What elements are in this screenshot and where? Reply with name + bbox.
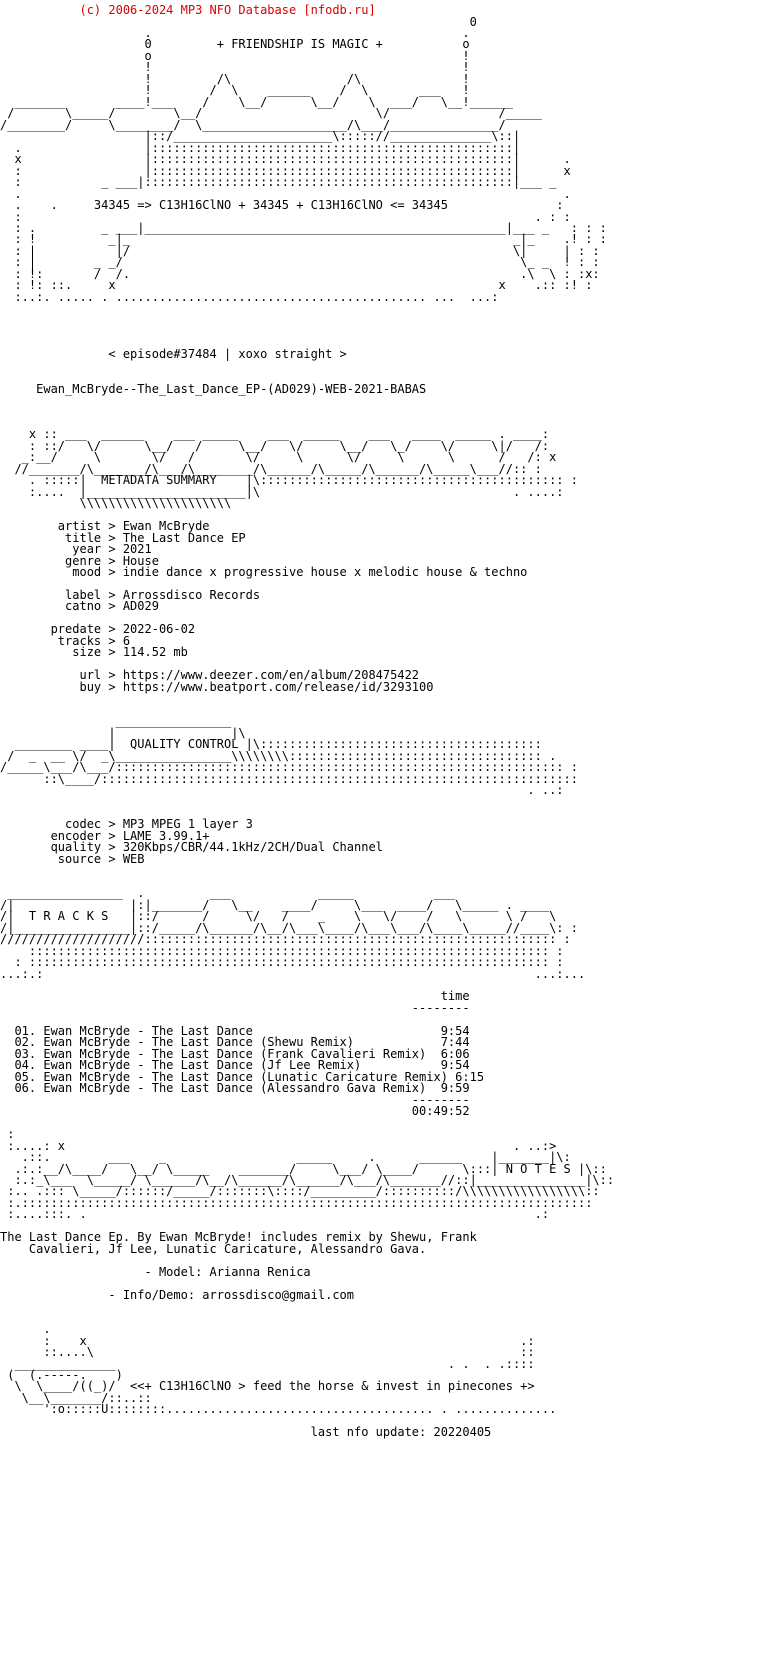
quality-banner-line: ________________ (0, 714, 232, 729)
ascii-logo-line: : |::::::::::::::::::::::::::::::::::::::::::::::::::| x (0, 163, 571, 178)
tracks-banner-line: /|________________|::/_____/\______/\__/\___\____/\___\___/\____\_____//____\: : (0, 920, 578, 935)
quality-codec: codec > MP3 MPEG 1 layer 3 (0, 817, 253, 832)
notes-banner-line: :....:::. . .: (0, 1207, 550, 1222)
metadata-banner-line: _:__/ \ \/ / \/ \ \/ \ \ / /: x (0, 450, 557, 465)
quality-banner-line: . ..: (0, 783, 564, 797)
metadata-size: size > 114.52 mb (0, 645, 188, 660)
ascii-logo-line: ! /\ /\ ! (0, 71, 470, 86)
footer-art-line: ( (.-----. ) (0, 1367, 123, 1382)
ascii-logo-line: o ! (0, 48, 470, 63)
quality-quality: quality > 320Kbps/CBR/44.1kHz/2CH/Dual Channel (0, 840, 383, 855)
notes-text: The Last Dance Ep. By Ewan McBryde! includes remix by Shewu, Frank (0, 1230, 477, 1245)
ascii-logo-line: / \_____/ \__/ \/ /_____ (0, 106, 542, 121)
tracks-banner-line: ////////////////////::::::::::::::::::::::::::::::::::::::::::::::::::::::::: : (0, 932, 571, 947)
tracklist-rule: -------- (0, 1092, 470, 1107)
release-name: Ewan_McBryde--The_Last_Dance_EP-(AD029)-WEB-2021-BABAS (0, 381, 427, 396)
ascii-logo-line: : !: / /. .\ \ : :x: (0, 266, 600, 281)
ascii-logo-line: :..:. ..... . ........................................... ... ...: (0, 289, 499, 304)
footer-art-line: ::....\ :: (0, 1345, 535, 1359)
tracks-banner-line: ...:.: ...:... (0, 966, 586, 981)
metadata-banner-line: : ::/ \/ \__/ / \__/ \/ \__/ \_/ \/ \|/ /: (0, 438, 550, 453)
ascii-logo-line: : ! _|_ _|_ .! : : (0, 232, 607, 247)
ascii-logo-line: : . : : (0, 209, 571, 224)
ascii-logo-line: 0 (0, 14, 477, 29)
ascii-logo-line: ! / \ ______ / \ ___ ! (0, 83, 470, 98)
tracks-banner-line: ________________ . ___ _____ ___ (0, 886, 456, 901)
notes-banner-line: :....: x . ..:> (0, 1138, 557, 1153)
notes-banner-line: :.:_\___ \_____/ \______/\__/\______/\______/\___/\_______//::|_______________|\:: (0, 1172, 615, 1187)
quality-banner-line: ::\____/:::::::::::::::::::::::::::::::::::::::::::::::::::::::::::::::::: (0, 771, 578, 786)
ascii-logo-line: . . (0, 25, 470, 40)
metadata-mood: mood > indie dance x progressive house x melodic house & techno (0, 565, 528, 579)
metadata-title: title > The Last Dance EP (0, 530, 246, 545)
last-update: last nfo update: 20220405 (0, 1425, 492, 1440)
ascii-logo-line: : | |/ \| | : : (0, 243, 600, 258)
quality-encoder: encoder > LAME 3.99.1+ (0, 828, 210, 843)
metadata-label: label > Arrossdisco Records (0, 588, 261, 602)
ascii-logo-line: : !: ::. x x .:: :! : (0, 278, 593, 293)
ascii-logo-line: x |::::::::::::::::::::::::::::::::::::::::::::::::::| . (0, 152, 571, 167)
tracks-banner-line: : :::::::::::::::::::::::::::::::::::::::::::::::::::::::::::::::::::::::: : (0, 955, 564, 969)
tracks-banner-line: :::::::::::::::::::::::::::::::::::::::::::::::::::::::::::::::::::::::: : (0, 943, 564, 958)
time-column-header: time (0, 989, 470, 1004)
ascii-logo-line: . |::::::::::::::::::::::::::::::::::::::::::::::::::| (0, 140, 521, 155)
ascii-logo-line: . . 34345 => C13H16ClNO + 34345 + C13H16ClNO <= 34345 : (0, 198, 564, 212)
notes-banner-line: :.::::::::::::::::::::::::::::::::::::::::::::::::::::::::::::::::::::::::::::::: (0, 1195, 593, 1210)
metadata-banner-line: . :::::| METADATA SUMMARY |\:::::::::::::::::::::::::::::::::::::::::: : (0, 473, 578, 488)
track-row: 01. Ewan McBryde - The Last Dance 9:54 (0, 1023, 470, 1038)
footer-art-line: : x .: (0, 1333, 535, 1348)
episode-credit: < episode#37484 | xoxo straight > (0, 347, 347, 362)
footer-art-line: ______________ . . . .:::: (0, 1356, 535, 1371)
track-row: 02. Ewan McBryde - The Last Dance (Shewu Remix) 7:44 (0, 1035, 470, 1050)
footer-art-line: \__\_______/::..:: (0, 1390, 152, 1405)
track-row: 03. Ewan McBryde - The Last Dance (Frank Cavalieri Remix) 6:06 (0, 1046, 470, 1061)
metadata-buy: buy > https://www.beatport.com/release/id/3293100 (0, 679, 434, 694)
notes-banner-line: :.. .::: \_____/::::::/_____/:::::::\::::/_________/::::::::::/\\\\\\\\\\\\\\\\\:: (0, 1184, 600, 1199)
metadata-predate: predate > 2022-06-02 (0, 622, 196, 637)
quality-source: source > WEB (0, 851, 145, 866)
quality-banner-line: | |\ (0, 725, 246, 740)
tracks-banner-line: /| T R A C K S |::/ / \/ / _ \ \/ / \ \ / \ (0, 909, 557, 924)
metadata-year: year > 2021 (0, 542, 152, 557)
metadata-catno: catno > AD029 (0, 599, 159, 614)
quality-banner-line: ________ ____| QUALITY CONTROL |\::::::::::::::::::::::::::::::::::::::: (0, 737, 542, 752)
ascii-logo-line: /________/ \________/ \____________________/\___/_______________/ (0, 117, 506, 132)
total-time: 00:49:52 (0, 1104, 470, 1119)
notes-banner-line: .::. ___ _ _____ . ______ |_______|\: (0, 1150, 571, 1164)
tracks-banner-line: /| |:|_______/ \__ ____/ \___ ____/ \_____ . ____ (0, 897, 550, 912)
nfodb-header: (c) 2006-2024 MP3 NFO Database [nfodb.ru] (0, 3, 376, 17)
footer-art-line: \ \____/((_)/ <<+ C13H16ClNO > feed the horse & invest in pinecones +> (0, 1379, 535, 1394)
footer-art-line: ':o:::::U::::::::..................................... . .............. (0, 1402, 557, 1417)
tracklist-rule: -------- (0, 1000, 470, 1015)
ascii-logo-line: _______ ____!___ / \__/ \__/ \ ___/ \__!______ (0, 94, 513, 109)
track-row: 05. Ewan McBryde - The Last Dance (Lunatic Caricature Remix) 6:15 (0, 1069, 485, 1084)
track-row: 06. Ewan McBryde - The Last Dance (Alessandro Gava Remix) 9:59 (0, 1081, 470, 1096)
metadata-banner-line: //_______/\_______/\___/\________/\______/\_____/\______/\_____\___//:: : (0, 461, 542, 476)
notes-contact: - Info/Demo: arrossdisco@gmail.com (0, 1287, 355, 1302)
notes-text: Cavalieri, Jf Lee, Lunatic Caricature, Alessandro Gava. (0, 1241, 427, 1256)
track-row: 04. Ewan McBryde - The Last Dance (Jf Lee Remix) 9:54 (0, 1058, 470, 1073)
ascii-logo-line: : _ ___|:::::::::::::::::::::::::::::::::::::::::::::::::::|___ _ (0, 175, 557, 190)
ascii-logo-line: . . (0, 186, 571, 201)
metadata-banner-line: x :: ___ ______ ___ _____ ___ _____ ___ ____ _____ . ____: (0, 427, 550, 442)
metadata-tracks: tracks > 6 (0, 633, 131, 648)
metadata-banner-line: \\\\\\\\\\\\\\\\\\\\\ (0, 496, 232, 511)
ascii-logo-line: 0 + FRIENDSHIP IS MAGIC + o (0, 37, 470, 52)
ascii-logo-line: : . _ ___|__________________________________________________|___ _ : : : (0, 220, 607, 235)
ascii-logo-line: ! ! (0, 60, 470, 75)
metadata-genre: genre > House (0, 553, 159, 568)
quality-banner-line: /_____\___/\___/:::::::::::::::::::::::::::::::::::::::::::::::::::::::::::::: : (0, 760, 578, 774)
ascii-logo-line: |::/______________________\::::://______________\::| (0, 129, 521, 144)
metadata-banner-line: :.... |______________________|\ . ....: (0, 484, 564, 499)
notes-banner-line: : (0, 1127, 15, 1142)
metadata-artist: artist > Ewan McBryde (0, 519, 210, 534)
notes-banner-line: .:.:__/\____/ \__/ \_____ _______/ \___/ \____/ \:::| N O T E S |\:: (0, 1161, 607, 1176)
metadata-url: url > https://www.deezer.com/en/album/208475422 (0, 668, 420, 683)
footer-art-line: . (0, 1322, 51, 1337)
quality-banner-line: / _ __ \/ _\________________\\\\\\\\::::::::::::::::::::::::::::::::::: . (0, 748, 557, 763)
ascii-logo-line: : | _ _/ \_ _ ! : : (0, 255, 600, 270)
notes-model: - Model: Arianna Renica (0, 1264, 311, 1279)
